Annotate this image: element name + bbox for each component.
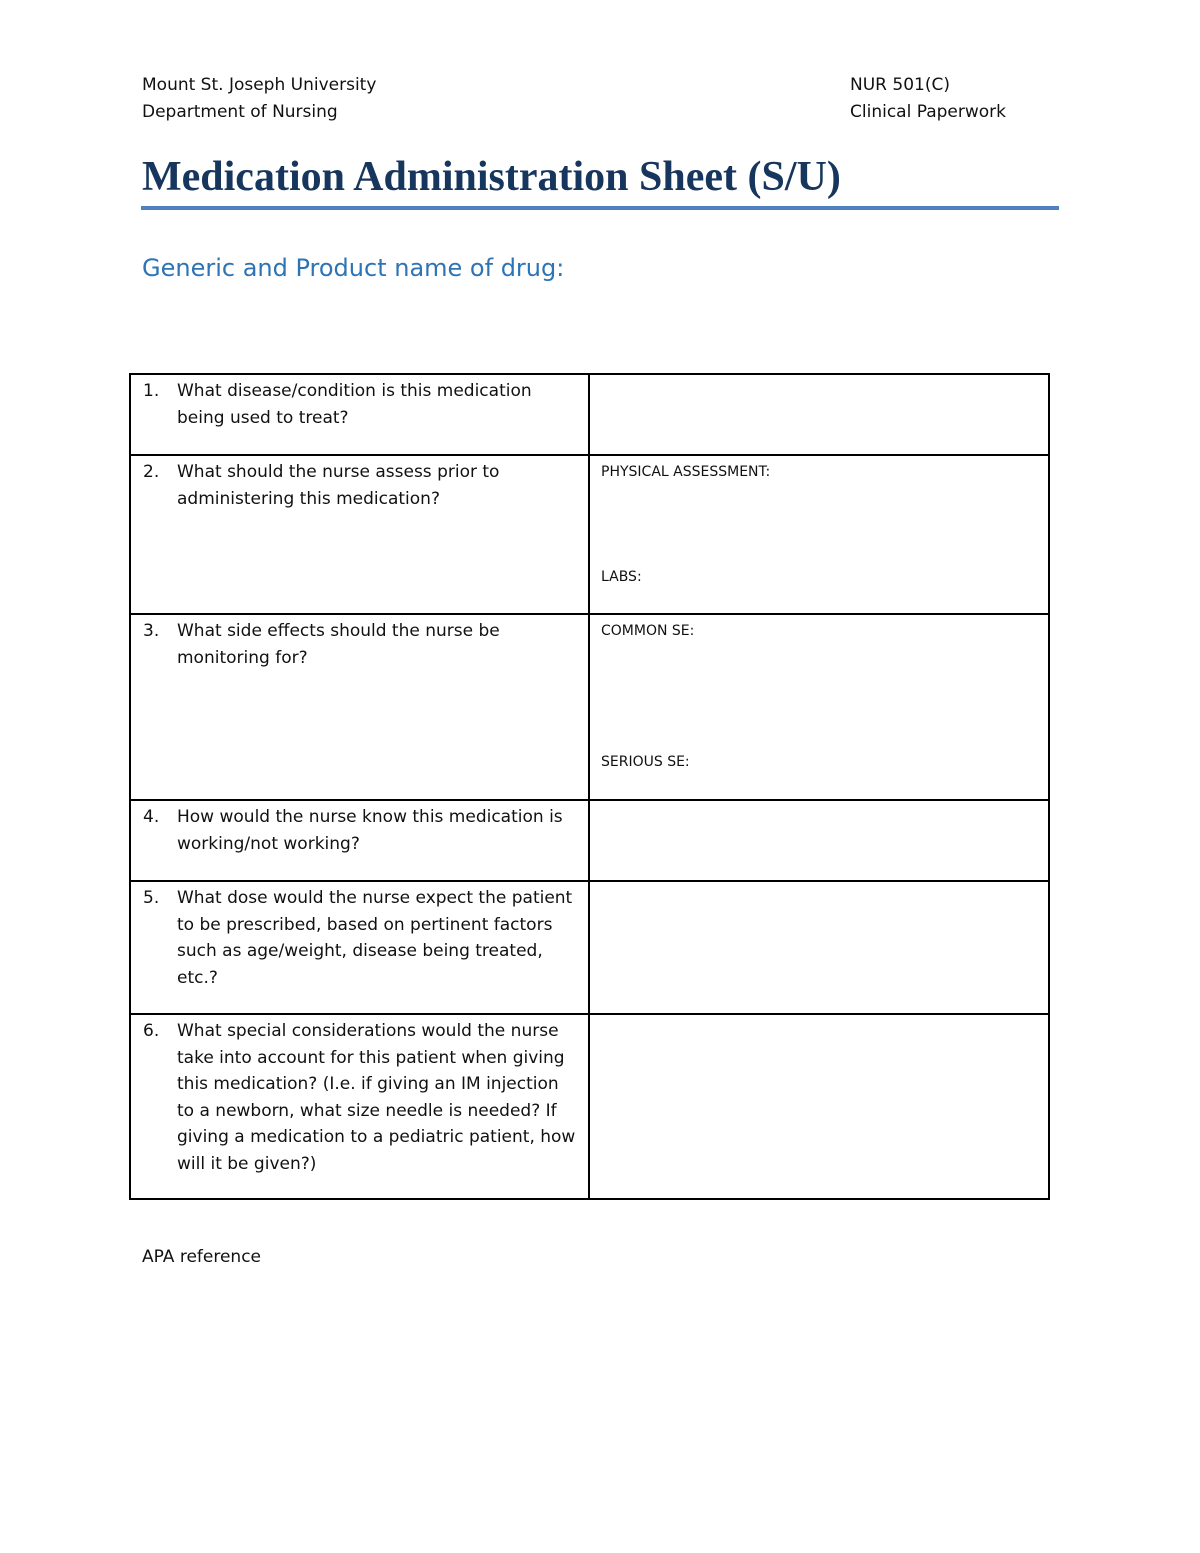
drug-name-heading: Generic and Product name of drug: — [142, 254, 565, 282]
labs-label: LABS: — [601, 569, 642, 585]
answer-cell[interactable] — [589, 881, 1049, 1014]
question-cell — [130, 455, 589, 614]
table-row — [130, 800, 1049, 881]
question-cell — [130, 614, 589, 800]
question-number: 2. — [143, 462, 160, 482]
question-text: How would the nurse know this medication is working/not working? — [177, 807, 563, 854]
question-text: What special considerations would the nurse take into account for this patient when giving this medication? (I.e. if giving an IM injection to a newborn, what size needle is needed? If giving a medication to a pediatric patient, how will it be given?) — [177, 1021, 576, 1174]
questions-table — [129, 373, 1050, 1200]
answer-cell[interactable] — [589, 1014, 1049, 1199]
answer-cell[interactable] — [589, 455, 1049, 614]
question-number: 6. — [143, 1021, 160, 1041]
question-text: What should the nurse assess prior to administering this medication? — [177, 462, 500, 509]
common-se-label: COMMON SE: — [601, 623, 695, 639]
table-row — [130, 374, 1049, 455]
university-name: Mount St. Joseph University — [142, 75, 377, 95]
table-row — [130, 614, 1049, 800]
page-title: Medication Administration Sheet (S/U) — [142, 154, 841, 200]
table-row — [130, 455, 1049, 614]
question-number: 1. — [143, 381, 160, 401]
question-cell — [130, 1014, 589, 1199]
table-row — [130, 1014, 1049, 1199]
physical-assessment-label: PHYSICAL ASSESSMENT: — [601, 464, 771, 480]
question-cell — [130, 881, 589, 1014]
answer-cell[interactable] — [589, 800, 1049, 881]
document-type: Clinical Paperwork — [850, 102, 1006, 122]
question-number: 5. — [143, 888, 160, 908]
question-number: 3. — [143, 621, 160, 641]
table-row — [130, 881, 1049, 1014]
question-text: What dose would the nurse expect the patient to be prescribed, based on pertinent factors such as age/weight, disease being treated, etc.? — [177, 888, 573, 988]
serious-se-label: SERIOUS SE: — [601, 754, 690, 770]
question-text: What side effects should the nurse be monitoring for? — [177, 621, 500, 668]
question-text: What disease/condition is this medication being used to treat? — [177, 381, 532, 428]
header-left — [142, 72, 376, 126]
apa-reference-label: APA reference — [142, 1247, 261, 1267]
title-underline — [141, 206, 1059, 210]
course-code: NUR 501(C) — [850, 75, 950, 95]
answer-cell[interactable] — [589, 374, 1049, 455]
answer-cell[interactable] — [589, 614, 1049, 800]
question-number: 4. — [143, 807, 160, 827]
department-name: Department of Nursing — [142, 102, 338, 122]
header-right — [850, 72, 1006, 126]
question-cell — [130, 374, 589, 455]
question-cell — [130, 800, 589, 881]
